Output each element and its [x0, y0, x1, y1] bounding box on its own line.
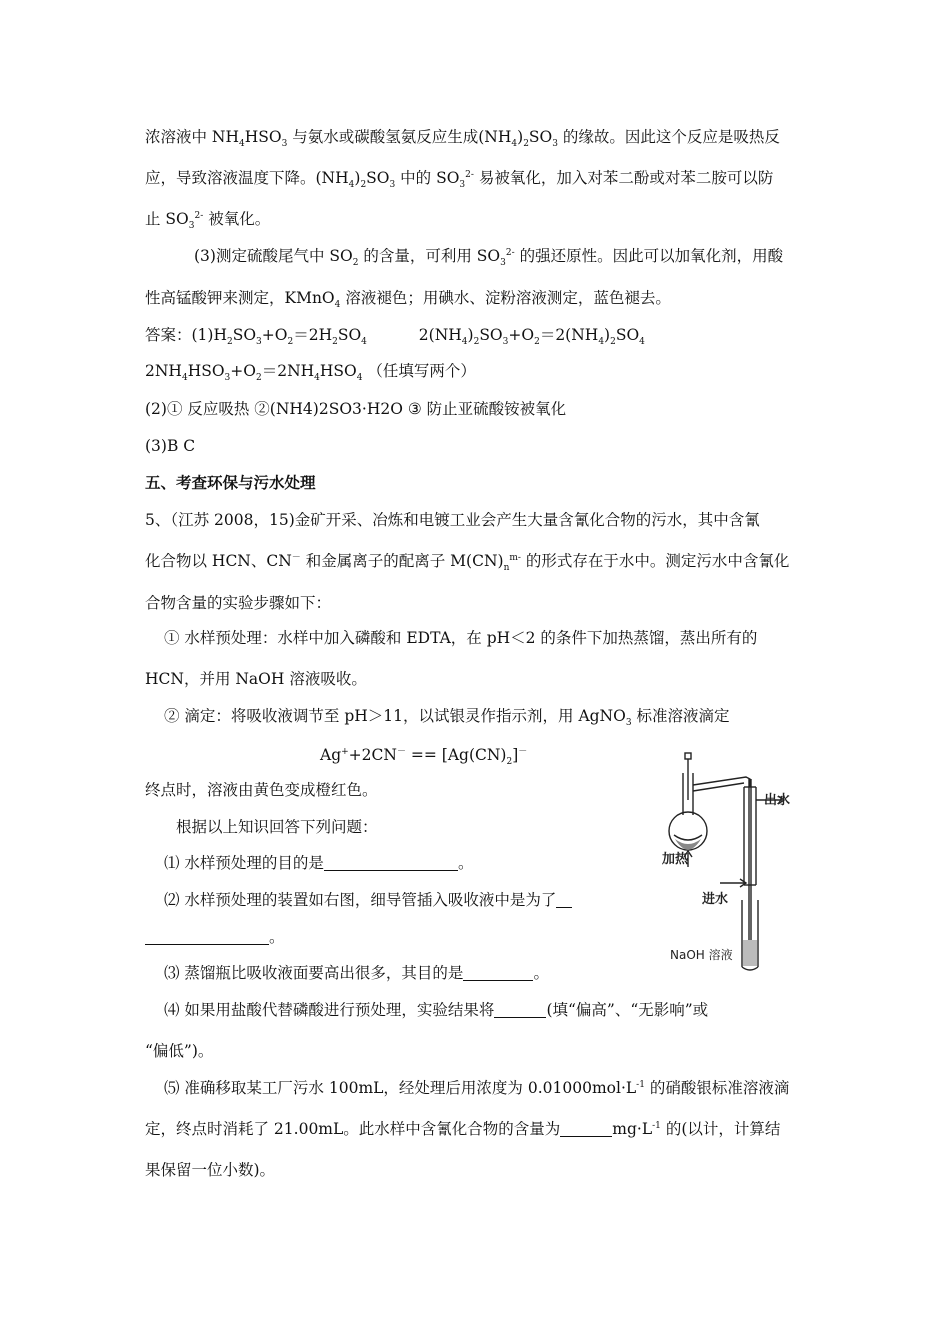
side-arm-tube	[693, 777, 750, 787]
distillation-apparatus-diagram	[660, 745, 820, 980]
answer-line-3: (2)① 反应吸热 ②(NH4)2SO3·H2O ③ 防止亚硫酸铵被氧化	[145, 400, 567, 418]
answer-blank-1[interactable]	[324, 854, 458, 871]
question-5-cont: 定，终点时消耗了 21.00mL。此水样中含氰化合物的含量为 $mg\cdot L^{-1}$ 的(以计，计算结	[145, 1120, 781, 1138]
questions-intro: 根据以上知识回答下列问题：	[176, 818, 378, 836]
section-heading: 五、考查环保与污水处理	[145, 473, 316, 492]
question-2-cont: 。	[145, 927, 285, 947]
flask-stopper	[685, 753, 691, 759]
text-line-5: 性高锰酸钾来测定，KMnO$_4$ 溶液褪色；用碘水、淀粉溶液测定，蓝色褪去。	[145, 289, 671, 311]
answer-blank-2b[interactable]	[145, 928, 269, 945]
step-2-line-1: ② 滴定：将吸收液调节至 pH＞11，以试银灵作指示剂，用 AgNO$_3$ 标准溶液滴定	[164, 707, 730, 729]
answer-line-2: $2NH_4HSO_3+O_2=2NH_4HSO_4$ （任填写两个）	[145, 362, 476, 384]
step-1-line-2: HCN，并用 NaOH 溶液吸收。	[145, 670, 367, 688]
answer-blank-5[interactable]	[560, 1120, 612, 1137]
answer-line-4: (3)B C	[145, 437, 196, 455]
text-line-3: 止 $SO_3^{2-}$ 被氧化。	[145, 210, 271, 232]
question-5-end: 果保留一位小数)。	[145, 1161, 276, 1179]
question-5: ⑸ 准确移取某工厂污水 100mL，经处理后用浓度为 $0.01000mol\cdot L^{-1}$ 的硝酸银标准溶液滴	[164, 1079, 790, 1097]
question-line-3: 合物含量的实验步骤如下：	[145, 594, 332, 612]
label-heat: 加热	[662, 852, 689, 867]
label-inflow: 进水	[702, 892, 729, 907]
question-4-cont: “偏低”)。	[145, 1042, 214, 1060]
naoh-solution-fill	[743, 940, 757, 966]
answer-blank-4[interactable]	[494, 1001, 546, 1018]
text-line-1: 浓溶液中 $NH_4HSO_3$ 与氨水或碳酸氢氨反应生成$(NH_4)_2SO_3$ 的缘故。因此这个反应是吸热反	[145, 128, 780, 150]
label-outflow: 出水	[764, 793, 791, 808]
question-2: ⑵ 水样预处理的装置如右图，细导管插入吸收液中是为了	[164, 890, 572, 910]
text-line-4: (3)测定硫酸尾气中 $SO_2$ 的含量，可利用 $SO_3^{2-}$ 的强还原性。因此可以加氧化剂，用酸	[194, 247, 784, 269]
question-3: ⑶ 蒸馏瓶比吸收液面要高出很多，其目的是 。	[164, 964, 549, 982]
label-naoh-solution: NaOH 溶液	[670, 948, 733, 962]
step-1-line-1: ① 水样预处理：水样中加入磷酸和 EDTA，在 pH＜2 的条件下加热蒸馏，蒸出所有的	[164, 629, 758, 647]
answer-blank-3[interactable]	[463, 964, 533, 981]
question-line-2: 化合物以 HCN、CN－ 和金属离子的配离子 $M(CN)_n^{m-}$ 的形式存在于水中。测定污水中含氰化	[145, 552, 790, 574]
titration-equation: $Ag^++2CN^- == [Ag(CN)_2]^-$	[320, 746, 528, 768]
text-line-2: 应，导致溶液温度下降。$(NH_4)_2SO_3$ 中的 $SO_3^{2-}$ 易被氧化，加入对苯二酚或对苯二胺可以防	[145, 169, 774, 191]
answer-line-1: 答案：$(1)H_2SO_3+O_2=2H_2SO_4$ $2(NH_4)_2SO_3+O_2=2(NH_4)_2SO_4$	[145, 326, 645, 348]
question-4: ⑷ 如果用盐酸代替磷酸进行预处理，实验结果将 (填“偏高”、“无影响”或	[164, 1001, 709, 1019]
endpoint-line: 终点时，溶液由黄色变成橙红色。	[145, 781, 378, 799]
question-line-1: 5、（江苏 2008，15)金矿开采、冶炼和电镀工业会产生大量含氰化合物的污水，其中含氰	[145, 511, 760, 529]
question-1: ⑴ 水样预处理的目的是 。	[164, 854, 474, 872]
answer-blank-2a[interactable]	[556, 891, 572, 908]
